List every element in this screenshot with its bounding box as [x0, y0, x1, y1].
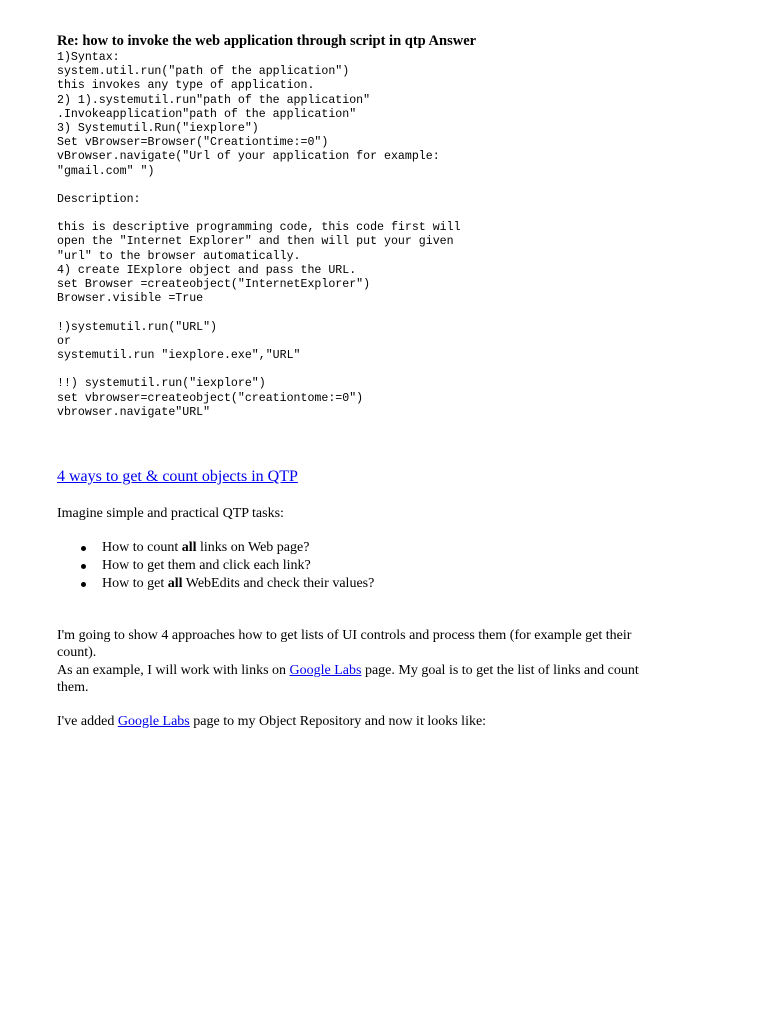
code-line: "url" to the browser automatically. — [57, 249, 301, 263]
code-line: open the "Internet Explorer" and then will put your given — [57, 235, 454, 249]
code-line: !!) systemutil.run("iexplore") — [57, 377, 266, 391]
list-item-bold: all — [181, 540, 197, 555]
code-line: Description: — [57, 192, 141, 206]
bullet-icon — [81, 564, 86, 569]
list-item — [57, 575, 657, 593]
list-item — [57, 557, 657, 575]
paragraph-text: page to my Object Repository and now it looks like: — [189, 714, 487, 729]
intro-text: Imagine simple and practical QTP tasks: — [57, 506, 284, 521]
paragraph-approaches: I'm going to show 4 approaches how to get lists of UI controls and process them (for example get their count). — [57, 628, 632, 660]
google-labs-link[interactable]: Google Labs — [289, 663, 362, 678]
code-line: vBrowser.navigate("Url of your application for example: — [57, 150, 440, 164]
code-line: systemutil.run "iexplore.exe","URL" — [57, 348, 301, 362]
code-line: this is descriptive programming code, this code first will — [57, 221, 461, 235]
list-item-text: How to count — [102, 540, 182, 555]
answer-heading: Re: how to invoke the web application through script in qtp Answer — [57, 33, 477, 49]
list-item-text: How to get — [102, 576, 168, 591]
bullet-icon — [81, 582, 86, 587]
google-labs-link[interactable]: Google Labs — [117, 714, 190, 729]
code-line — [57, 363, 737, 377]
code-line — [57, 207, 737, 221]
code-line — [57, 179, 737, 193]
code-line: system.util.run("path of the application") — [57, 65, 350, 79]
code-line: .Invokeapplication"path of the application" — [57, 107, 357, 121]
code-line: "gmail.com" ") — [57, 164, 155, 178]
section-title-link[interactable]: 4 ways to get & count objects in QTP — [57, 468, 298, 485]
code-line: set vbrowser=createobject("creationtome:=0") — [57, 391, 364, 405]
code-line: 3) Systemutil.Run("iexplore") — [57, 121, 259, 135]
code-line: 1)Syntax: — [57, 51, 120, 64]
code-line: 4) create IExplore object and pass the URL. — [57, 263, 357, 277]
paragraph-text: I've added — [57, 714, 118, 729]
code-line: this invokes any type of application. — [57, 79, 315, 93]
code-line: vbrowser.navigate"URL" — [57, 405, 211, 419]
paragraph-example — [57, 662, 657, 696]
code-line: set Browser =createobject("InternetExplorer") — [57, 278, 371, 291]
paragraph-text: As an example, I will work with links on — [57, 663, 290, 678]
code-line: Set vBrowser=Browser("Creationtime:=0") — [57, 136, 329, 150]
code-line: !)systemutil.run("URL") — [57, 320, 218, 334]
bullet-icon — [81, 546, 86, 551]
list-item-text: WebEdits and check their values? — [182, 576, 375, 591]
code-line: Browser.visible =True — [57, 292, 204, 306]
list-item-text: links on Web page? — [196, 540, 310, 555]
list-item — [57, 539, 657, 557]
paragraph-repository — [57, 713, 657, 730]
list-item-bold: all — [167, 576, 183, 591]
code-line: or — [57, 334, 71, 348]
code-block — [57, 51, 737, 420]
list-item-text: How to get them and click each link? — [102, 558, 311, 573]
code-line — [57, 306, 737, 320]
task-list — [57, 539, 657, 593]
code-line: 2) 1).systemutil.run"path of the application" — [57, 93, 371, 107]
paragraph-text: page. My goal is to get the list of links and count them. — [57, 663, 639, 695]
